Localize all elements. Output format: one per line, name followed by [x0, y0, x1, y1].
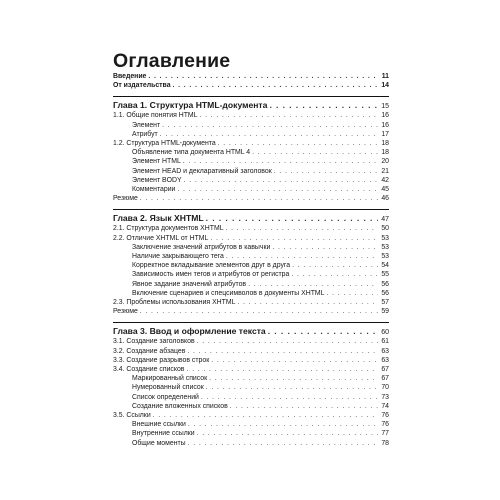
toc-page-number: 16	[381, 112, 389, 120]
toc-entry-title: Зависимость имен тегов и атрибутов от регистра	[132, 271, 290, 279]
toc-entry-title: Элемент HEAD и декларативный заголовок	[132, 167, 272, 175]
toc-page-number: 42	[381, 176, 389, 184]
toc-entry-title: Внутренние ссылки	[132, 430, 195, 438]
toc-entry-title: Атрибут	[132, 130, 158, 138]
toc-entry-title: 3.2. Создание абзацев	[113, 347, 186, 355]
toc-page-number: 53	[381, 253, 389, 260]
toc-entry-title: Элемент HTML	[132, 158, 181, 166]
toc-entry-title: Создание вложенных списков	[132, 402, 228, 410]
toc-entry-title: 3.3. Создание разрывов строк	[113, 356, 210, 364]
toc-entry-title: Явное задание значений атрибутов	[132, 280, 247, 288]
dot-leader	[269, 99, 378, 111]
toc-entry-title: 2.2. Отличие XHTML от HTML	[113, 234, 209, 242]
toc-entry-title: Элемент	[132, 121, 161, 129]
toc-page-number: 63	[381, 347, 389, 355]
toc-entry-title: Глава 2. Язык XHTML	[113, 213, 204, 224]
toc-page-number: 50	[381, 225, 389, 233]
toc-entry-title: Общие моменты	[132, 439, 186, 447]
toc-page-number: 11	[381, 73, 389, 80]
toc-entry	[113, 307, 389, 317]
toc-entry-title: Маркированный список	[132, 375, 208, 383]
toc-page-number: 56	[381, 280, 389, 288]
toc-entry-title: Комментарии	[132, 186, 176, 193]
toc-entry-title: От издательства	[113, 82, 171, 90]
toc-page-number: 61	[381, 338, 389, 346]
toc-entry-title: 3.1. Создание заголовков	[113, 338, 195, 346]
toc-entry-title: Корректное вкладывание элементов друг в друга	[132, 262, 291, 270]
toc-entry-title: 3.4. Создание списков	[113, 366, 185, 373]
toc-subentry	[113, 439, 389, 449]
toc-page-number: 54	[381, 262, 389, 270]
toc-entry-title: Резюме	[113, 195, 138, 203]
dot-leader	[173, 81, 378, 91]
toc-page-number: 76	[381, 412, 389, 419]
toc-page-number: 73	[381, 393, 389, 401]
toc-entry-title: Список определений	[132, 393, 199, 401]
toc-entry-title: Включение сценариев и спецсимволов в документы XHTML	[132, 289, 325, 297]
toc-entry-title: 1.2. Структура HTML-документа	[113, 140, 216, 147]
toc-page-number: 45	[381, 186, 389, 193]
dot-leader	[188, 439, 378, 449]
toc-page-number: 74	[381, 402, 389, 410]
chapter-heading	[113, 212, 389, 224]
toc-page-number: 46	[381, 195, 389, 203]
chapter-rule	[113, 96, 389, 97]
toc-entry-title: Наличие закрывающего тега	[132, 253, 224, 260]
toc-page-number: 77	[381, 430, 389, 438]
toc-entry-title: 2.1. Структура документов XHTML	[113, 225, 224, 233]
toc-entry-title: Объявление типа документа HTML 4	[132, 149, 251, 157]
toc-entry-title: Резюме	[113, 308, 138, 316]
toc-page-number: 18	[381, 140, 389, 147]
chapter-heading	[113, 99, 389, 111]
toc-entry-title: Глава 1. Структура HTML-документа	[113, 100, 268, 111]
toc-page-number: 16	[381, 121, 389, 129]
toc-page-number: 18	[381, 149, 389, 157]
toc-entry-title: Глава 3. Ввод и оформление текста	[113, 326, 266, 337]
toc-page-number: 15	[381, 103, 389, 111]
toc-page-number: 56	[381, 289, 389, 297]
toc-page-number: 70	[381, 384, 389, 392]
toc-entry-title: Внешние ссылки	[132, 421, 186, 429]
dot-leader	[140, 307, 378, 317]
toc-entry	[113, 194, 389, 204]
toc-page-number: 53	[381, 243, 389, 251]
toc-page-number: 21	[381, 167, 389, 175]
toc-page-number: 59	[381, 308, 389, 316]
dot-leader	[206, 212, 378, 224]
toc-page-number: 63	[381, 356, 389, 364]
toc-page-number: 20	[381, 158, 389, 166]
toc-entry-title: 1.1. Общие понятия HTML	[113, 112, 198, 120]
toc-page-number: 57	[381, 299, 389, 306]
chapter-rule	[113, 209, 389, 210]
dot-leader	[140, 194, 378, 204]
toc-entry	[113, 81, 389, 91]
page-title: Оглавление	[113, 50, 231, 72]
toc-page-number: 67	[381, 375, 389, 383]
toc-entry-title: 2.3. Проблемы использования XHTML	[113, 299, 236, 306]
toc-entry-title: Элемент BODY	[132, 176, 182, 184]
toc-page-number: 60	[381, 329, 389, 337]
toc-entry-title: Нумерованный список	[132, 384, 204, 392]
chapter-heading	[113, 325, 389, 337]
chapter-rule	[113, 322, 389, 323]
toc-page-number: 17	[381, 130, 389, 138]
toc-page-number: 14	[381, 82, 389, 90]
toc-page-number: 67	[381, 366, 389, 373]
toc-page-number: 55	[381, 271, 389, 279]
toc-page-number: 76	[381, 421, 389, 429]
toc-entry-title: Введение	[113, 73, 147, 80]
toc-entry-title: Заключение значений атрибутов в кавычки	[132, 243, 271, 251]
toc-page-number: 78	[381, 439, 389, 447]
dot-leader	[268, 325, 378, 337]
toc-page-number: 53	[381, 234, 389, 242]
toc-page-number: 47	[381, 216, 389, 224]
toc-entry-title: 3.5. Ссылки	[113, 412, 151, 419]
